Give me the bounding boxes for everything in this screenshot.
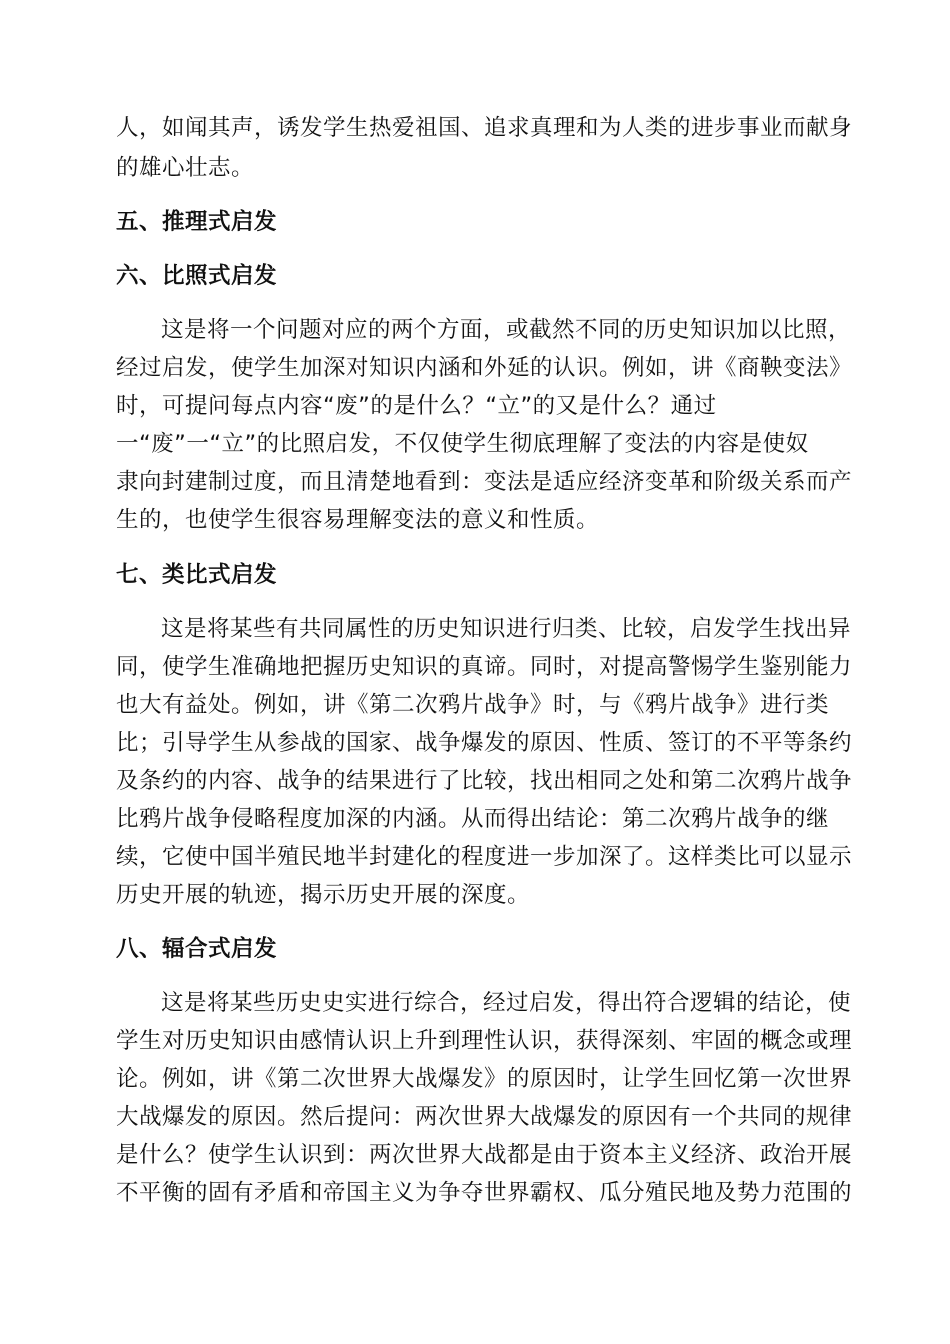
paragraph-line: 同，使学生准确地把握历史知识的真谛。同时，对提高警惕学生鉴别能力	[116, 654, 853, 680]
paragraph-line: 学生对历史知识由感情认识上升到理性认识，获得深刻、牢固的概念或理	[116, 1028, 853, 1054]
paragraph-line: 大战爆发的原因。然后提问：两次世界大战爆发的原因有一个共同的规律	[116, 1104, 853, 1130]
paragraph-line: 是什么？使学生认识到：两次世界大战都是由于资本主义经济、政治开展	[116, 1142, 853, 1168]
paragraph-line: 论。例如，讲《第二次世界大战爆发》的原因时，让学生回忆第一次世界	[116, 1066, 853, 1092]
paragraph-line: 历史开展的轨迹，揭示历史开展的深度。	[116, 882, 531, 908]
paragraph-line: 经过启发，使学生加深对知识内涵和外延的认识。例如，讲《商鞅变法》	[116, 355, 853, 381]
paragraph-line: 一“废”一“立”的比照启发，不仅使学生彻底理解了变法的内容是使奴	[116, 431, 809, 457]
section-heading-5: 五、推理式启发	[116, 209, 278, 235]
section-heading-6: 六、比照式启发	[116, 263, 278, 289]
paragraph-line: 时，可提问每点内容“废”的是什么？“立”的又是什么？通过	[116, 393, 717, 419]
paragraph-line: 不平衡的固有矛盾和帝国主义为争夺世界霸权、瓜分殖民地及势力范围的	[116, 1180, 853, 1206]
paragraph-line: 人，如闻其声，诱发学生热爱祖国、追求真理和为人类的进步事业而献身	[116, 115, 853, 141]
paragraph-line: 的雄心壮志。	[116, 155, 255, 181]
paragraph-line: 及条约的内容、战争的结果进行了比较，找出相同之处和第二次鸦片战争	[116, 768, 853, 794]
paragraph-line: 生的，也使学生很容易理解变法的意义和性质。	[116, 507, 600, 533]
paragraph-line: 续，它使中国半殖民地半封建化的程度进一步加深了。这样类比可以显示	[116, 844, 853, 870]
paragraph-line: 这是将某些有共同属性的历史知识进行归类、比较，启发学生找出异	[161, 616, 852, 642]
paragraph-line: 隶向封建制过度，而且清楚地看到：变法是适应经济变革和阶级关系而产	[116, 469, 853, 495]
paragraph-line: 也大有益处。例如，讲《第二次鸦片战争》时，与《鸦片战争》进行类	[116, 692, 830, 718]
paragraph-line: 比；引导学生从参战的国家、战争爆发的原因、性质、签订的不平等条约	[116, 730, 853, 756]
paragraph-line: 这是将某些历史史实进行综合，经过启发，得出符合逻辑的结论，使	[161, 990, 852, 1016]
section-heading-8: 八、辐合式启发	[116, 936, 278, 962]
paragraph-line: 这是将一个问题对应的两个方面，或截然不同的历史知识加以比照，	[161, 317, 852, 343]
section-heading-7: 七、类比式启发	[116, 562, 278, 588]
paragraph-line: 比鸦片战争侵略程度加深的内涵。从而得出结论：第二次鸦片战争的继	[116, 806, 830, 832]
